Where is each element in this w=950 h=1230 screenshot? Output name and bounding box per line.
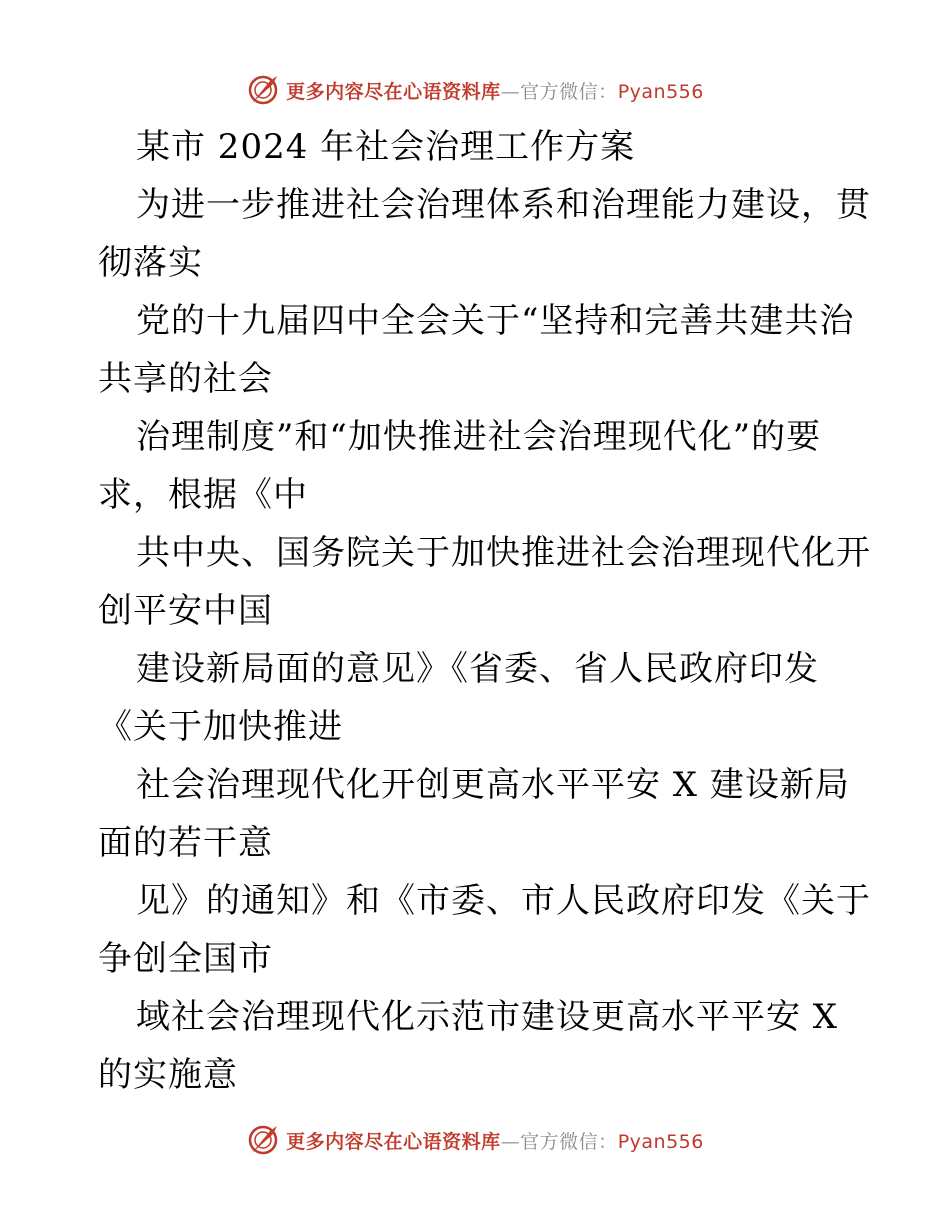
paragraph-line: 创平安中国 <box>98 591 273 631</box>
watermark-dash: — <box>500 1130 521 1153</box>
paragraph-line: 《关于加快推进 <box>98 707 343 747</box>
document-title: 某市 2024 年社会治理工作方案 <box>136 127 636 167</box>
paragraph-line: 为进一步推进社会治理体系和治理能力建设，贯 <box>136 185 871 225</box>
paragraph-line: 共享的社会 <box>98 359 273 399</box>
watermark-dash: — <box>500 80 521 103</box>
document-body <box>98 118 871 1104</box>
watermark-content <box>246 1123 704 1157</box>
paragraph-line: 见》的通知》和《市委、市人民政府印发《关于 <box>136 881 871 921</box>
quill-seal-icon <box>246 1123 280 1157</box>
paragraph-line: 治理制度”和“加快推进社会治理现代化”的要 <box>136 417 822 457</box>
paragraph-line: 域社会治理现代化示范市建设更高水平平安 X <box>136 997 839 1037</box>
paragraph-line: 党的十九届四中全会关于“坚持和完善共建共治 <box>136 301 855 341</box>
paragraph-line: 社会治理现代化开创更高水平平安 X 建设新局 <box>136 765 850 805</box>
paragraph-line: 争创全国市 <box>98 939 273 979</box>
quill-seal-icon <box>246 73 280 107</box>
watermark-wechat-id: Pyan556 <box>617 80 704 103</box>
paragraph-line: 彻落实 <box>98 243 203 283</box>
paragraph-line: 共中央、国务院关于加快推进社会治理现代化开 <box>136 533 871 573</box>
watermark-main-text: 更多内容尽在心语资料库 <box>286 80 501 103</box>
paragraph-line: 的实施意 <box>98 1055 238 1095</box>
watermark-content <box>246 73 704 107</box>
watermark-label: 官方微信： <box>520 1130 618 1153</box>
footer-watermark <box>0 1120 950 1160</box>
header-watermark <box>0 70 950 110</box>
watermark-main-text: 更多内容尽在心语资料库 <box>286 1130 501 1153</box>
watermark-label: 官方微信： <box>520 80 618 103</box>
paragraph-line: 面的若干意 <box>98 823 273 863</box>
watermark-wechat-id: Pyan556 <box>617 1130 704 1153</box>
paragraph-line: 建设新局面的意见》《省委、省人民政府印发 <box>136 649 819 689</box>
paragraph-line: 求，根据《中 <box>98 475 308 515</box>
